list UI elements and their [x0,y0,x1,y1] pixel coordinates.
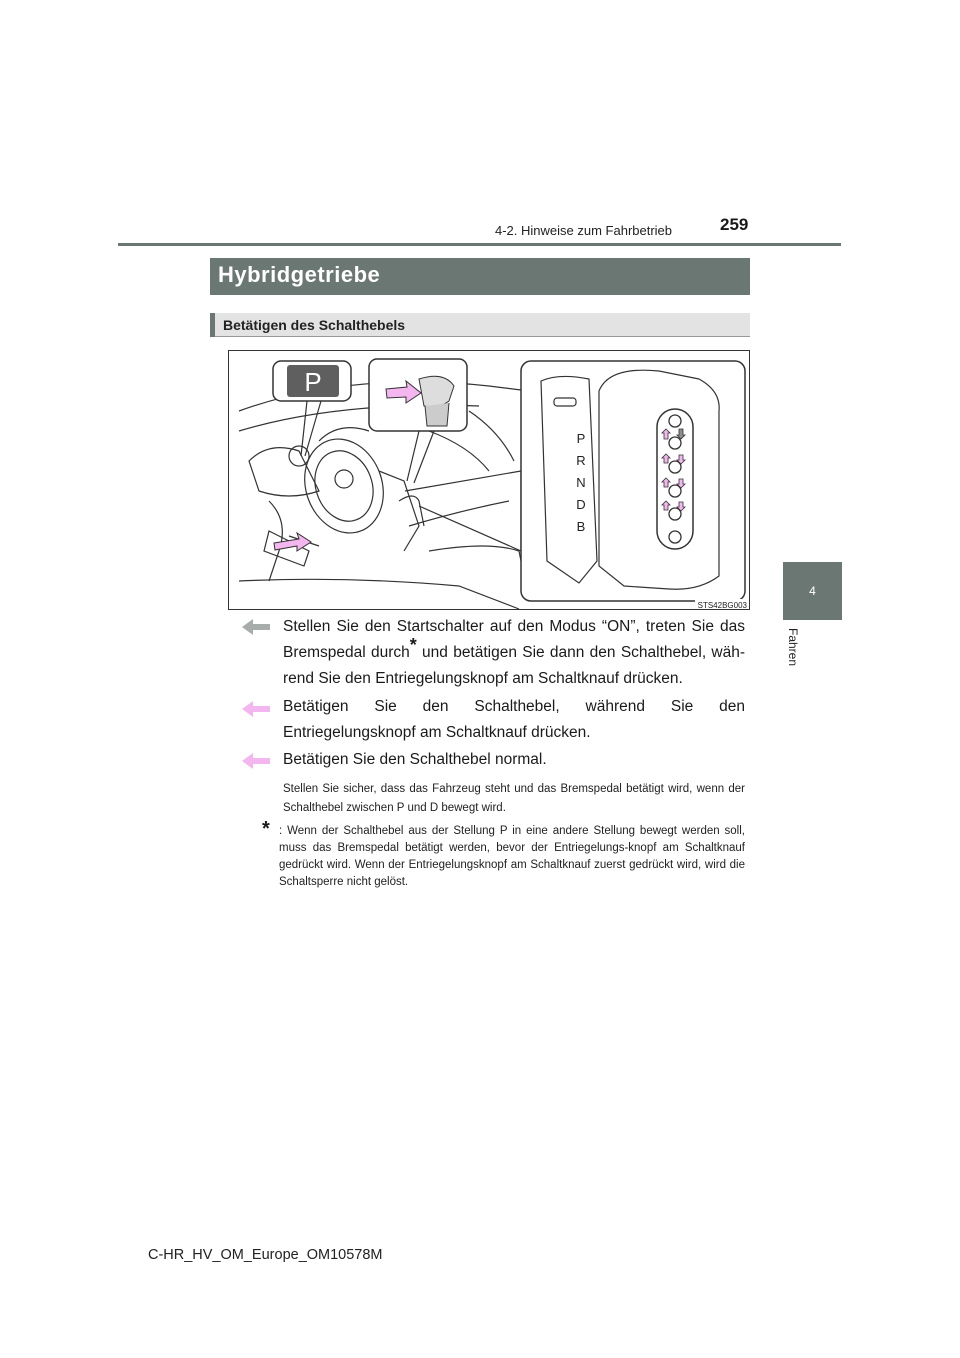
shift-knob-stem [425,403,449,426]
item-1-star: * [409,634,417,655]
chapter-number: 4 [809,584,816,598]
gate-slot [657,409,693,549]
pink-arrow-shape [242,753,270,769]
gear-letter-d: D [576,497,586,512]
note-text: Stellen Sie sicher, dass das Fahrzeug steht und das Bremspedal betätigt wird, wenn der Schalthebel zwischen P und D bewegt wird. [283,783,745,814]
chapter-label-text: Fahren [786,628,800,667]
figure-code: STS42BG003 [697,601,747,610]
shift-lever-illustration [228,350,750,610]
subsection-title: Betätigen des Schalthebels [223,317,406,333]
section-title: Hybridgetriebe [218,262,381,287]
item-1-text-a: Stellen Sie den Startschalter auf den Modus “ON”, treten Sie das Bremspedal durch [283,618,745,661]
page-number: 259 [720,215,749,234]
pink-arrow-icon [241,752,271,770]
pink-arrow-icon [241,700,271,718]
subsection-bar [210,313,750,337]
footnote-text: : Wenn der Schalthebel aus der Stellung P in eine andere Stellung bewegt werden soll, muss das Bremspedal betätigt werden, bevor der Entriegelungs-knopf am Schaltknauf gedrückt wird. Wenn der Entriegelungsknopf am Schaltknauf zuerst gedrückt wird, wird die Schaltsperre nicht gelöst. [279,825,745,888]
gear-letter-p: P [576,431,586,446]
footnote-marker: * [262,818,270,840]
instruction-item-3: Betätigen Sie den Schalthebel normal. [283,751,547,768]
item-1-text-b: und betätigen Sie dann den Schalthebel, wäh-rend Sie den Entriegelungsknopf am Schaltknauf drücken. [283,644,745,687]
gray-arrow-shape [242,619,270,635]
gray-arrow-icon [241,618,271,636]
p-button-letter: P [304,367,322,397]
gear-letter-n: N [576,475,586,490]
section-title-bar [210,258,750,295]
chapter-tab [783,562,842,620]
instruction-item-1 [283,614,745,692]
chapter-label [784,628,806,674]
running-header-section: 4-2. Hinweise zum Fahrbetrieb [495,223,673,238]
gear-letter-r: R [576,453,586,468]
knob-callout-pointer [407,431,434,483]
illustration-svg [229,351,751,611]
header-rule [118,243,841,246]
subsection-accent [210,313,215,337]
instruction-item-2: Betätigen Sie den Schalthebel, während Sie den Entriegelungsknopf am Schaltknauf drücken. [283,698,745,741]
gear-letter-b: B [576,519,586,534]
document-code: C-HR_HV_OM_Europe_OM10578M [148,1247,383,1263]
pink-arrow-shape [242,701,270,717]
